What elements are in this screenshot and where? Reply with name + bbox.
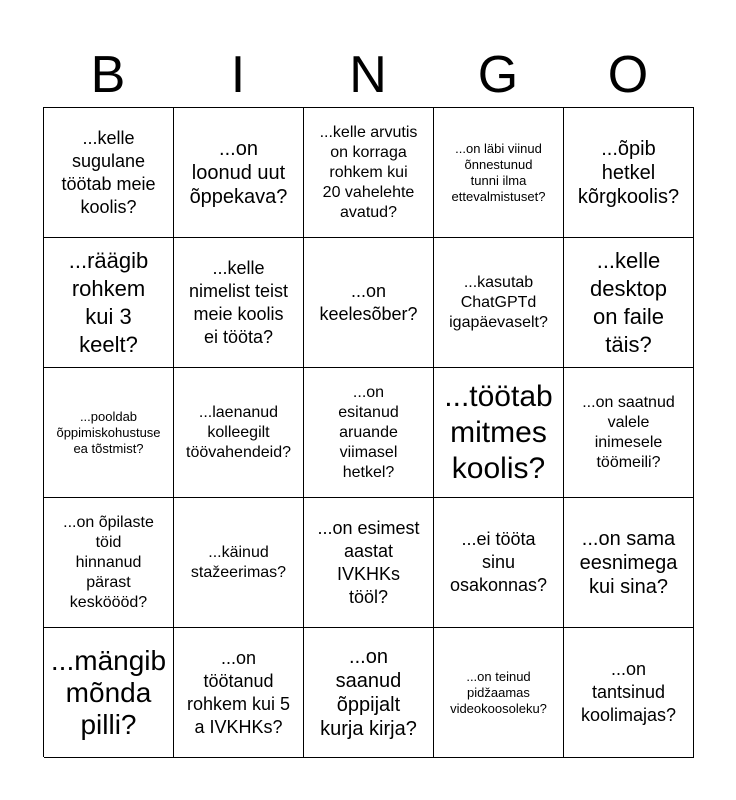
bingo-cell[interactable] <box>304 368 434 498</box>
bingo-cell[interactable] <box>564 498 694 628</box>
bingo-cell[interactable] <box>304 628 434 758</box>
bingo-cell[interactable] <box>174 108 304 238</box>
bingo-cell[interactable] <box>304 108 434 238</box>
header-letter-g: G <box>477 46 519 104</box>
cell-text: ...on keelesõber? <box>319 280 418 324</box>
bingo-cell[interactable] <box>564 368 694 498</box>
bingo-header <box>43 44 693 106</box>
cell-text: ...on läbi viinud õnnestunud tunni ilma ettevalmistuset? <box>451 140 546 204</box>
cell-text: ...kelle nimelist teist meie koolis ei tööta? <box>188 257 289 347</box>
cell-text: ...on tantsinud koolimajas? <box>580 659 677 725</box>
bingo-cell[interactable] <box>44 628 174 758</box>
bingo-cell[interactable] <box>174 368 304 498</box>
header-letter-n: N <box>349 46 387 104</box>
bingo-cell[interactable] <box>44 368 174 498</box>
cell-text: ...õpib hetkel kõrgkoolis? <box>577 137 680 208</box>
header-letter-i: I <box>230 46 246 104</box>
cell-text: ...kelle desktop on faile täis? <box>589 247 668 357</box>
bingo-cell[interactable] <box>434 498 564 628</box>
cell-text: ...on esitanud aruande viimasel hetkel? <box>338 383 399 481</box>
bingo-cell[interactable] <box>174 628 304 758</box>
bingo-cell[interactable] <box>434 108 564 238</box>
bingo-grid <box>43 107 694 757</box>
cell-text: ...on teinud pidžaamas videokoosoleku? <box>450 668 547 716</box>
bingo-cell[interactable] <box>434 238 564 368</box>
cell-text: ...käinud stažeerimas? <box>190 543 287 581</box>
cell-text: ...on õpilaste töid hinnanud pärast kesköööd? <box>63 513 154 611</box>
bingo-cell[interactable] <box>304 238 434 368</box>
bingo-cell[interactable] <box>434 368 564 498</box>
bingo-cell[interactable] <box>434 628 564 758</box>
bingo-cell[interactable] <box>44 238 174 368</box>
bingo-cell[interactable] <box>44 108 174 238</box>
cell-text: ...ei tööta sinu osakonnas? <box>449 529 548 595</box>
cell-text: ...töötab mitmes koolis? <box>444 379 553 485</box>
cell-text: ...räägib rohkem kui 3 keelt? <box>68 247 149 357</box>
cell-text: ...pooldab õppimiskohustuse ea tõstmist? <box>56 408 161 456</box>
bingo-cell[interactable] <box>304 498 434 628</box>
bingo-cell[interactable] <box>174 498 304 628</box>
cell-text: ...kelle sugulane töötab meie koolis? <box>61 127 156 217</box>
bingo-cell[interactable] <box>564 628 694 758</box>
cell-text: ...on loonud uut õppekava? <box>189 137 288 208</box>
bingo-cell[interactable] <box>564 238 694 368</box>
cell-text: ...on töötanud rohkem kui 5 a IVKHKs? <box>186 647 291 737</box>
bingo-cell[interactable] <box>564 108 694 238</box>
cell-text: ...on sama eesnimega kui sina? <box>579 527 678 598</box>
cell-text: ...mängib mõnda pilli? <box>50 644 167 740</box>
cell-text: ...kelle arvutis on korraga rohkem kui 20 vahelehte avatud? <box>319 123 418 221</box>
header-letter-o: O <box>607 46 649 104</box>
cell-text: ...laenanud kolleegilt töövahendeid? <box>186 403 291 461</box>
cell-text: ...kasutab ChatGPTd igapäevaselt? <box>449 273 548 331</box>
bingo-cell[interactable] <box>174 238 304 368</box>
cell-text: ...on saanud õppijalt kurja kirja? <box>320 645 417 740</box>
cell-text: ...on esimest aastat IVKHKs tööl? <box>317 517 420 607</box>
bingo-cell[interactable] <box>44 498 174 628</box>
header-letter-b: B <box>90 46 126 104</box>
cell-text: ...on saatnud valele inimesele töömeili? <box>582 393 675 471</box>
